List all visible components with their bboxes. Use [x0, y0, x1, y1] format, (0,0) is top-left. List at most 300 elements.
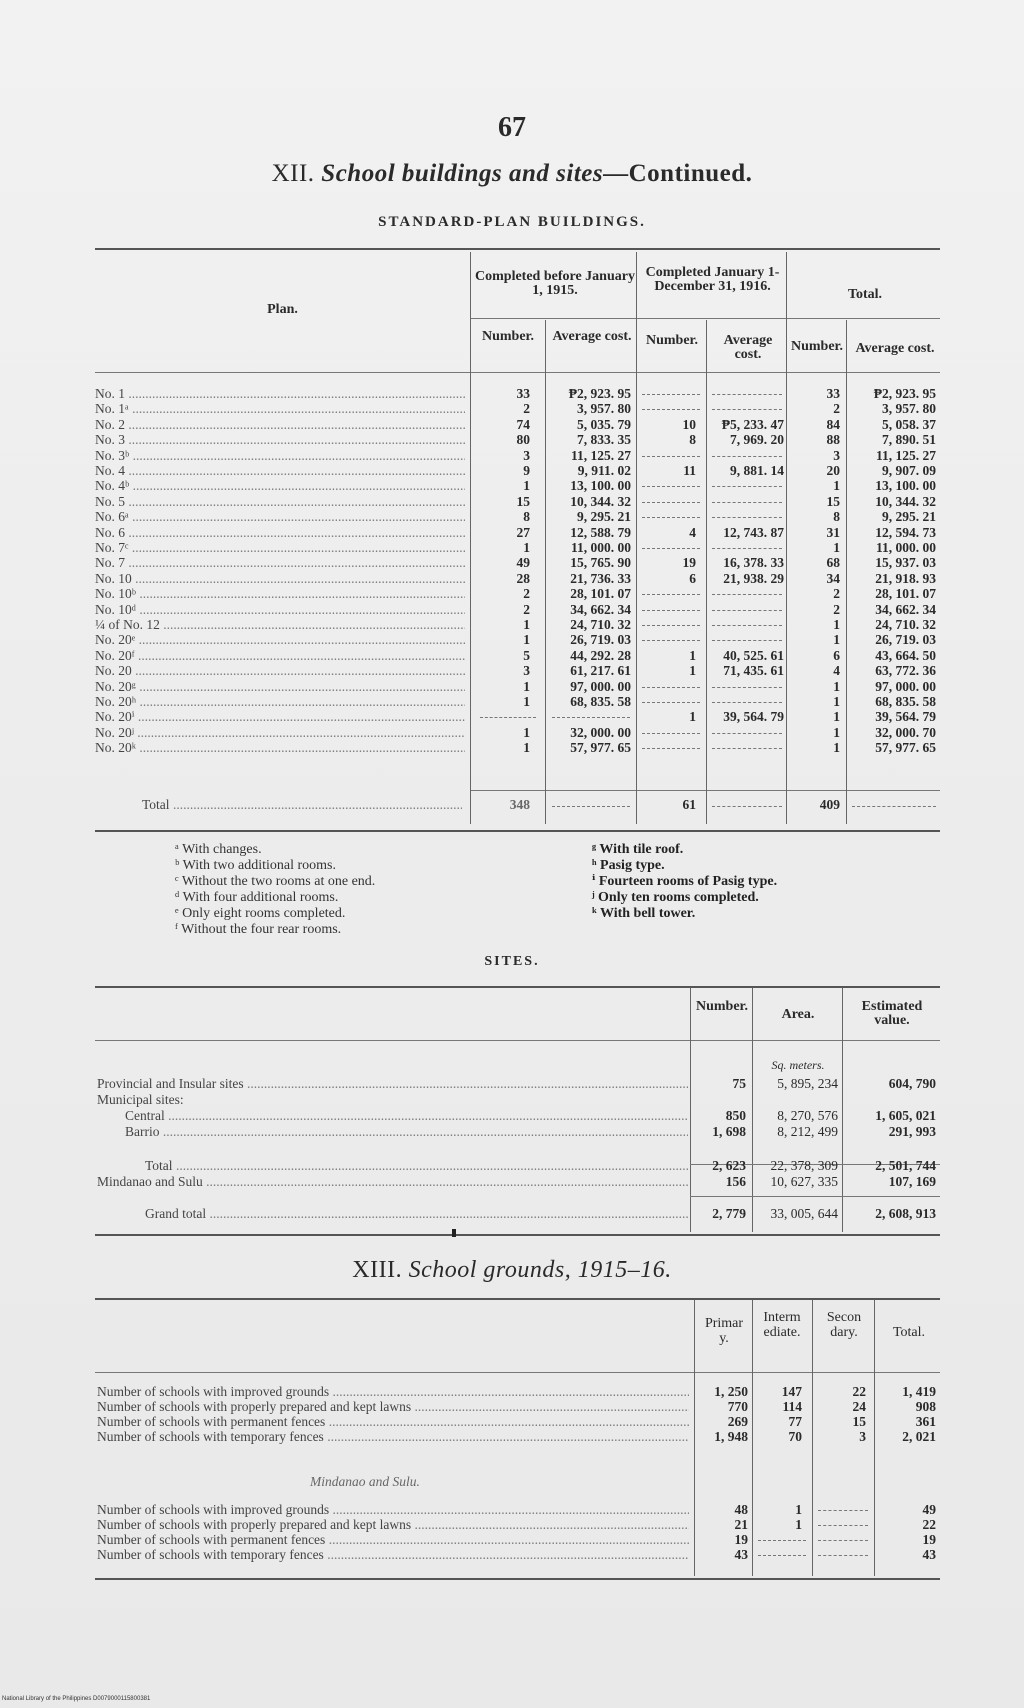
empty-cell	[712, 806, 782, 807]
empty-cell	[642, 456, 700, 457]
col-header-plan: Plan.	[267, 302, 298, 317]
total-number: 6	[833, 648, 840, 663]
total-cost: 5, 058. 37	[882, 417, 936, 432]
total-cost: 15, 937. 03	[875, 555, 936, 570]
section-xii-title-suffix: —Continued.	[603, 160, 753, 187]
total-cost: 57, 977. 65	[875, 740, 936, 755]
completed-before-number: 1	[523, 725, 530, 740]
grounds-primary: 21	[734, 1517, 748, 1532]
footnote: ᶜ Without the two rooms at one end.	[175, 874, 376, 889]
completed-during-cost: 71, 435. 61	[723, 663, 784, 678]
total-cost: 21, 918. 93	[875, 571, 936, 586]
empty-cell	[818, 1525, 868, 1526]
empty-cell	[818, 1555, 868, 1556]
plan-label: No. 20 .....	[95, 663, 465, 678]
site-area: 33, 005, 644	[770, 1206, 838, 1221]
site-value: 2, 501, 744	[875, 1158, 936, 1173]
grounds-secondary: 22	[852, 1384, 866, 1399]
sites-col-number: Number.	[696, 999, 748, 1014]
buildings-total-label: Total .....	[142, 797, 462, 812]
empty-cell	[552, 806, 630, 807]
table-rule	[95, 986, 940, 988]
completed-before-cost: ₱2, 923. 95	[568, 386, 631, 401]
completed-during-cost: 7, 969. 20	[730, 432, 784, 447]
total-number: 2	[833, 602, 840, 617]
total-cost: 63, 772. 36	[875, 663, 936, 678]
table-rule	[95, 1234, 940, 1236]
empty-cell	[712, 502, 782, 503]
column-divider	[706, 320, 707, 824]
footnote: ᵍ With tile roof.	[592, 842, 684, 857]
total-cost: 11, 000. 00	[875, 540, 936, 555]
grounds-col-intermediate	[756, 1310, 808, 1340]
completed-before-number: 2	[523, 401, 530, 416]
grounds-col-intermediate-text: Intermediate.	[763, 1310, 801, 1340]
grounds-total: 908	[915, 1399, 936, 1414]
plan-label: No. 3ᵇ .....	[95, 448, 465, 463]
column-divider	[874, 1300, 875, 1576]
completed-before-cost: 9, 295. 21	[577, 509, 631, 524]
column-divider	[812, 1300, 813, 1576]
completed-before-cost: 5, 035. 79	[577, 417, 631, 432]
completed-before-cost: 68, 835. 58	[570, 694, 631, 709]
total-cost: 39, 564. 79	[875, 709, 936, 724]
completed-before-cost: 12, 588. 79	[570, 525, 631, 540]
empty-cell	[712, 486, 782, 487]
table-rule	[95, 1040, 940, 1041]
total-cost: 32, 000. 70	[875, 725, 936, 740]
ink-mark	[452, 1229, 456, 1237]
grounds-primary: 43	[734, 1547, 748, 1562]
empty-cell	[642, 748, 700, 749]
site-area: 5, 895, 234	[777, 1076, 838, 1091]
empty-cell	[642, 687, 700, 688]
section-xiii-numeral: XIII.	[352, 1257, 403, 1283]
total-number: 1	[833, 632, 840, 647]
empty-cell	[712, 394, 782, 395]
grounds-secondary: 15	[852, 1414, 866, 1429]
plan-label: No. 5 .....	[95, 494, 465, 509]
grounds-primary: 19	[734, 1532, 748, 1547]
total-cost: 68, 835. 58	[875, 694, 936, 709]
empty-cell	[712, 702, 782, 703]
grounds-secondary: 24	[852, 1399, 866, 1414]
footnote: ᵏ With bell tower.	[592, 906, 696, 921]
completed-before-number: 2	[523, 586, 530, 601]
empty-cell	[818, 1510, 868, 1511]
completed-during-number: 8	[689, 432, 696, 447]
grounds-col-secondary	[816, 1310, 872, 1340]
total-number: 1	[833, 679, 840, 694]
completed-during-number: 10	[682, 417, 696, 432]
completed-before-number: 27	[516, 525, 530, 540]
total-cost: 43, 664. 50	[875, 648, 936, 663]
site-label: Municipal sites:	[97, 1092, 184, 1107]
completed-during-number: 1	[689, 648, 696, 663]
completed-during-cost: 9, 881. 14	[730, 463, 784, 478]
completed-before-cost: 15, 765. 90	[570, 555, 631, 570]
completed-before-number: 9	[523, 463, 530, 478]
site-value: 1, 605, 021	[875, 1108, 936, 1123]
plan-label: No. 20ᶠ .....	[95, 648, 465, 663]
scan-footer: National Library of the Philippines D0079000115800381	[2, 1696, 151, 1702]
plan-label: No. 3 .....	[95, 432, 465, 447]
completed-before-cost: 32, 000. 00	[570, 725, 631, 740]
total-number: 68	[826, 555, 840, 570]
total-cost: 9, 295. 21	[882, 509, 936, 524]
total-number: 88	[826, 432, 840, 447]
completed-before-cost: 61, 217. 61	[570, 663, 631, 678]
section-xiii-title-italic: School grounds, 1915–16.	[408, 1257, 672, 1283]
standard-plan-heading: STANDARD-PLAN BUILDINGS.	[378, 214, 646, 230]
site-area: 8, 212, 499	[777, 1124, 838, 1139]
empty-cell	[642, 625, 700, 626]
grounds-secondary: 3	[859, 1429, 866, 1444]
completed-before-number: 5	[523, 648, 530, 663]
sub-header-number-1: Number.	[482, 329, 534, 344]
site-area: 10, 627, 335	[770, 1174, 838, 1189]
completed-before-cost: 21, 736. 33	[570, 571, 631, 586]
col-header-completed-during: Completed January 1-December 31, 1916.	[645, 265, 780, 294]
completed-before-cost: 28, 101. 07	[570, 586, 631, 601]
table-rule	[95, 1578, 940, 1580]
total-cost: 12, 594. 73	[875, 525, 936, 540]
total-number: 2	[833, 401, 840, 416]
buildings-total-n2: 61	[682, 797, 696, 812]
grounds-total: 1, 419	[902, 1384, 936, 1399]
grounds-total: 49	[922, 1502, 936, 1517]
total-cost: 7, 890. 51	[882, 432, 936, 447]
grounds-label: Number of schools with properly prepared and kept lawns .....	[97, 1399, 689, 1414]
empty-cell	[642, 486, 700, 487]
total-cost: 9, 907. 09	[882, 463, 936, 478]
site-number: 156	[725, 1174, 746, 1189]
plan-label: No. 20ʰ .....	[95, 694, 465, 709]
total-number: 1	[833, 709, 840, 724]
footnote: ʰ Pasig type.	[592, 858, 665, 873]
completed-before-cost: 7, 833. 35	[577, 432, 631, 447]
site-number: 2, 779	[712, 1206, 746, 1221]
grounds-label: Number of schools with permanent fences .....	[97, 1532, 689, 1547]
empty-cell	[712, 548, 782, 549]
table-rule	[690, 1196, 940, 1197]
plan-label: No. 10ᵇ .....	[95, 586, 465, 601]
table-rule	[95, 1298, 940, 1300]
buildings-total-n3: 409	[819, 797, 840, 812]
plan-label: No. 20ʲ .....	[95, 725, 465, 740]
total-cost: 34, 662. 34	[875, 602, 936, 617]
plan-label: No. 10 .....	[95, 571, 465, 586]
total-number: 34	[826, 571, 840, 586]
empty-cell	[758, 1555, 806, 1556]
empty-cell	[712, 687, 782, 688]
section-xii-title	[0, 160, 1024, 188]
plan-label: No. 1ᵃ .....	[95, 401, 465, 416]
empty-cell	[642, 409, 700, 410]
page-number: 67	[498, 112, 526, 143]
total-cost: 26, 719. 03	[875, 632, 936, 647]
site-label: Total .....	[145, 1158, 688, 1173]
total-number: 4	[833, 663, 840, 678]
empty-cell	[712, 640, 782, 641]
completed-before-number: 1	[523, 694, 530, 709]
plan-label: ¼ of No. 12 .....	[95, 617, 465, 632]
grounds-primary: 1, 250	[714, 1384, 748, 1399]
grounds-intermediate: 1	[795, 1502, 802, 1517]
site-area: 22, 378, 309	[770, 1158, 838, 1173]
footnote: ᵉ Only eight rooms completed.	[175, 906, 346, 921]
total-number: 84	[826, 417, 840, 432]
site-number: 75	[732, 1076, 746, 1091]
total-number: 15	[826, 494, 840, 509]
empty-cell	[642, 733, 700, 734]
column-divider	[752, 1300, 753, 1576]
table-rule	[470, 318, 940, 319]
total-number: 1	[833, 740, 840, 755]
completed-during-number: 19	[682, 555, 696, 570]
grounds-col-primary	[698, 1316, 750, 1346]
grounds-primary: 48	[734, 1502, 748, 1517]
grounds-col-secondary-text: Secondary.	[826, 1310, 862, 1340]
total-number: 31	[826, 525, 840, 540]
total-cost: 28, 101. 07	[875, 586, 936, 601]
table-rule	[470, 790, 940, 791]
column-divider	[694, 1300, 695, 1576]
section-xiii-title	[0, 1257, 1024, 1284]
completed-before-cost: 57, 977. 65	[570, 740, 631, 755]
mindanao-sulu-heading: Mindanao and Sulu.	[310, 1474, 420, 1489]
empty-cell	[852, 806, 936, 807]
completed-before-cost: 26, 719. 03	[570, 632, 631, 647]
empty-cell	[712, 610, 782, 611]
sites-area-unit: Sq. meters.	[771, 1058, 825, 1072]
total-number: 2	[833, 586, 840, 601]
grounds-total: 43	[922, 1547, 936, 1562]
grounds-label: Number of schools with improved grounds .....	[97, 1502, 689, 1517]
grounds-total: 22	[922, 1517, 936, 1532]
completed-before-number: 1	[523, 740, 530, 755]
grounds-label: Number of schools with permanent fences .....	[97, 1414, 689, 1429]
grounds-primary: 770	[727, 1399, 748, 1414]
empty-cell	[712, 456, 782, 457]
plan-label: No. 20ⁱ .....	[95, 709, 465, 724]
empty-cell	[758, 1540, 806, 1541]
grounds-primary: 1, 948	[714, 1429, 748, 1444]
completed-during-number: 11	[683, 463, 696, 478]
footnote: ᵈ With four additional rooms.	[175, 890, 339, 905]
grounds-intermediate: 77	[788, 1414, 802, 1429]
empty-cell	[642, 640, 700, 641]
completed-before-number: 80	[516, 432, 530, 447]
plan-label: No. 6ᵃ .....	[95, 509, 465, 524]
table-rule	[95, 248, 940, 250]
grounds-intermediate: 1	[795, 1517, 802, 1532]
completed-before-cost: 11, 125. 27	[570, 448, 631, 463]
total-cost: 11, 125. 27	[875, 448, 936, 463]
plan-label: No. 20ᵉ .....	[95, 632, 465, 647]
completed-before-number: 1	[523, 617, 530, 632]
completed-during-cost: 12, 743. 87	[723, 525, 784, 540]
total-number: 3	[833, 448, 840, 463]
empty-cell	[642, 610, 700, 611]
completed-before-cost: 9, 911. 02	[577, 463, 631, 478]
total-number: 1	[833, 478, 840, 493]
buildings-total-n1: 348	[509, 797, 530, 812]
site-number: 1, 698	[712, 1124, 746, 1139]
completed-during-number: 6	[689, 571, 696, 586]
table-rule	[95, 830, 940, 832]
empty-cell	[642, 502, 700, 503]
total-number: 1	[833, 540, 840, 555]
completed-during-cost: 40, 525. 61	[723, 648, 784, 663]
grounds-label: Number of schools with temporary fences .....	[97, 1547, 689, 1562]
grounds-total: 2, 021	[902, 1429, 936, 1444]
plan-label: No. 20ᵏ .....	[95, 740, 465, 755]
col-header-total: Total.	[847, 287, 883, 302]
completed-before-number: 49	[516, 555, 530, 570]
total-cost: 3, 957. 80	[882, 401, 936, 416]
site-number: 2, 623	[712, 1158, 746, 1173]
site-label: Mindanao and Sulu .....	[97, 1174, 688, 1189]
completed-before-number: 8	[523, 509, 530, 524]
total-number: 1	[833, 694, 840, 709]
completed-during-number: 1	[689, 663, 696, 678]
completed-before-number: 74	[516, 417, 530, 432]
empty-cell	[642, 394, 700, 395]
column-divider	[470, 252, 471, 824]
empty-cell	[818, 1540, 868, 1541]
completed-before-number: 3	[523, 663, 530, 678]
total-cost: 10, 344. 32	[875, 494, 936, 509]
site-label: Provincial and Insular sites .....	[97, 1076, 688, 1091]
plan-label: No. 2 .....	[95, 417, 465, 432]
section-xii-numeral: XII.	[271, 160, 315, 187]
grounds-col-primary-text: Primary.	[704, 1316, 744, 1346]
empty-cell	[712, 748, 782, 749]
column-divider	[636, 252, 637, 824]
grounds-label: Number of schools with temporary fences .....	[97, 1429, 689, 1444]
column-divider	[786, 252, 787, 824]
total-cost: 24, 710. 32	[875, 617, 936, 632]
sub-header-number-2: Number.	[646, 333, 698, 348]
table-rule	[95, 372, 940, 373]
completed-before-cost: 10, 344. 32	[570, 494, 631, 509]
site-value: 291, 993	[888, 1124, 936, 1139]
plan-label: No. 7 .....	[95, 555, 465, 570]
empty-cell	[712, 733, 782, 734]
grounds-total: 361	[915, 1414, 936, 1429]
total-number: 1	[833, 617, 840, 632]
empty-cell	[712, 625, 782, 626]
completed-before-cost: 34, 662. 34	[570, 602, 631, 617]
completed-before-cost: 3, 957. 80	[577, 401, 631, 416]
completed-before-number: 2	[523, 602, 530, 617]
plan-label: No. 4ᵇ .....	[95, 478, 465, 493]
plan-label: No. 7ᶜ .....	[95, 540, 465, 555]
sites-col-value: Estimated value.	[861, 999, 923, 1028]
grounds-primary: 269	[727, 1414, 748, 1429]
plan-label: No. 20ᵍ .....	[95, 679, 465, 694]
empty-cell	[552, 717, 630, 718]
footnote: ᵇ With two additional rooms.	[175, 858, 336, 873]
completed-before-number: 15	[516, 494, 530, 509]
completed-before-cost: 44, 292. 28	[570, 648, 631, 663]
site-value: 107, 169	[888, 1174, 936, 1189]
sub-header-avg-1: Average cost.	[552, 329, 632, 344]
completed-before-number: 1	[523, 478, 530, 493]
completed-during-cost: 16, 378. 33	[723, 555, 784, 570]
completed-before-number: 1	[523, 632, 530, 647]
completed-before-number: 33	[516, 386, 530, 401]
completed-before-number: 3	[523, 448, 530, 463]
grounds-intermediate: 147	[781, 1384, 802, 1399]
col-header-completed-before: Completed before January 1, 1915.	[475, 269, 635, 298]
plan-label: No. 4 .....	[95, 463, 465, 478]
table-rule	[95, 1372, 940, 1373]
total-cost: ₱2, 923. 95	[873, 386, 936, 401]
grounds-label: Number of schools with properly prepared and kept lawns .....	[97, 1517, 689, 1532]
site-label: Grand total .....	[145, 1206, 688, 1221]
sites-heading: SITES.	[484, 954, 540, 969]
plan-label: No. 6 .....	[95, 525, 465, 540]
empty-cell	[480, 717, 536, 718]
sites-col-area: Area.	[781, 1007, 815, 1022]
plan-label: No. 1 .....	[95, 386, 465, 401]
column-divider	[846, 320, 847, 824]
sub-header-avg-2: Average cost.	[723, 333, 773, 362]
sub-header-avg-3: Average cost.	[855, 341, 935, 356]
total-number: 20	[826, 463, 840, 478]
site-label: Barrio .....	[125, 1124, 688, 1139]
grounds-intermediate: 114	[782, 1399, 802, 1414]
site-number: 850	[725, 1108, 746, 1123]
site-label: Central .....	[125, 1108, 688, 1123]
footnote: ᵃ With changes.	[175, 842, 262, 857]
grounds-col-total: Total.	[892, 1325, 926, 1340]
completed-during-cost: 21, 938. 29	[723, 571, 784, 586]
empty-cell	[642, 594, 700, 595]
completed-before-cost: 97, 000. 00	[570, 679, 631, 694]
grounds-label: Number of schools with improved grounds .....	[97, 1384, 689, 1399]
completed-before-cost: 11, 000. 00	[570, 540, 631, 555]
footnote: ʲ Only ten rooms completed.	[592, 890, 759, 905]
section-xii-title-italic: School buildings and sites	[321, 160, 604, 187]
footnote: ᶠ Without the four rear rooms.	[175, 922, 342, 937]
completed-before-number: 1	[523, 540, 530, 555]
empty-cell	[642, 548, 700, 549]
site-value: 604, 790	[888, 1076, 936, 1091]
empty-cell	[712, 594, 782, 595]
sub-header-number-3: Number.	[791, 339, 843, 354]
site-value: 2, 608, 913	[875, 1206, 936, 1221]
completed-during-cost: 39, 564. 79	[723, 709, 784, 724]
site-area: 8, 270, 576	[777, 1108, 838, 1123]
total-number: 8	[833, 509, 840, 524]
completed-during-cost: ₱5, 233. 47	[721, 417, 784, 432]
completed-before-cost: 13, 100. 00	[570, 478, 631, 493]
grounds-total: 19	[922, 1532, 936, 1547]
completed-before-cost: 24, 710. 32	[570, 617, 631, 632]
empty-cell	[712, 409, 782, 410]
footnote: ⁱ Fourteen rooms of Pasig type.	[592, 874, 778, 889]
completed-before-number: 28	[516, 571, 530, 586]
total-cost: 13, 100. 00	[875, 478, 936, 493]
empty-cell	[642, 517, 700, 518]
empty-cell	[712, 517, 782, 518]
plan-label: No. 10ᵈ .....	[95, 602, 465, 617]
total-number: 1	[833, 725, 840, 740]
completed-before-number: 1	[523, 679, 530, 694]
